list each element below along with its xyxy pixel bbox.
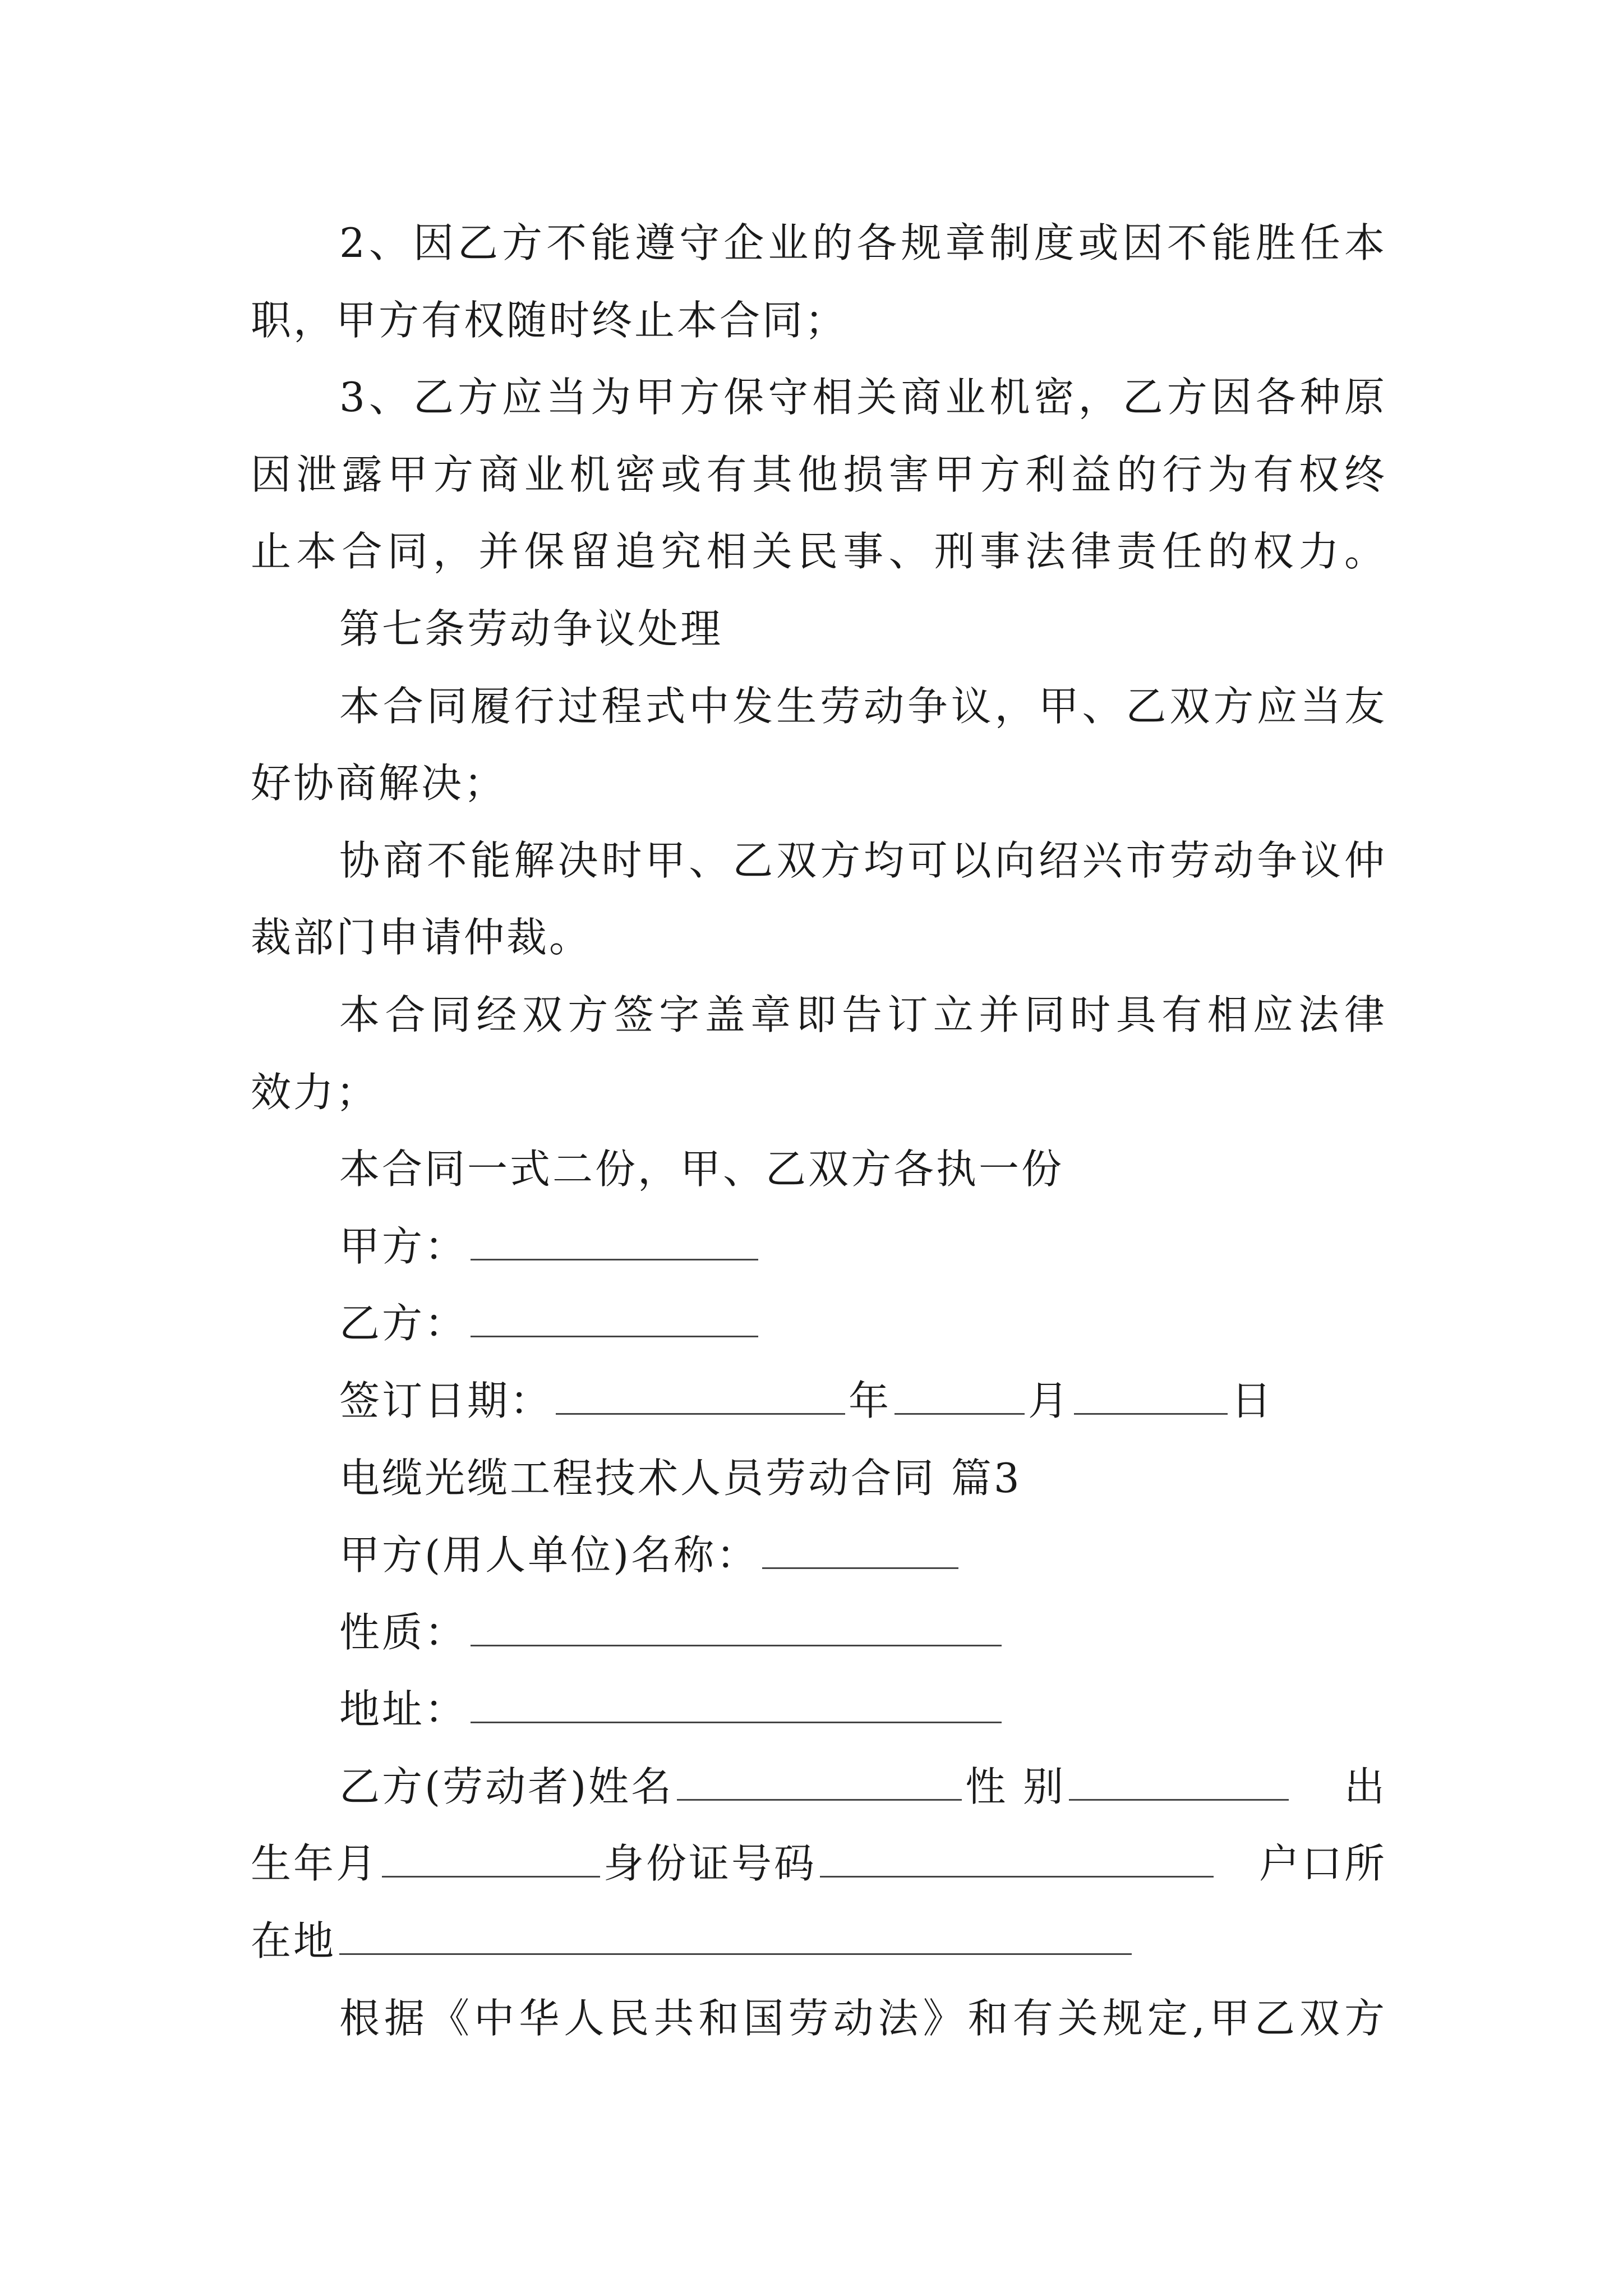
month-blank bbox=[895, 1383, 1025, 1415]
employee-name-blank bbox=[677, 1769, 962, 1801]
dispute-para-2-line-2: 裁部门申请仲裁。 bbox=[251, 914, 592, 961]
address-row bbox=[251, 1671, 1387, 1749]
party-b-signature-row bbox=[251, 1285, 1387, 1363]
address-blank bbox=[471, 1692, 1002, 1723]
employee-name-label: 乙方(劳动者)姓名 bbox=[339, 1763, 674, 1810]
employer-name-label: 甲方(用人单位)名称： bbox=[339, 1531, 759, 1579]
signing-date-label: 签订日期： bbox=[339, 1377, 553, 1424]
clause-3-line-3: 止本合同，并保留追究相关民事、刑事法律责任的权力。 bbox=[251, 528, 1387, 576]
id-number-blank bbox=[820, 1846, 1214, 1878]
copies-para: 本合同一式二份，甲、乙双方各执一份 bbox=[339, 1145, 1064, 1193]
party-b-label: 乙方： bbox=[339, 1300, 468, 1347]
employee-info-row-1 bbox=[251, 1749, 1387, 1826]
party-a-label: 甲方： bbox=[339, 1222, 468, 1270]
nature-row bbox=[251, 1594, 1387, 1672]
employee-info-row-3 bbox=[251, 1903, 1387, 1980]
dispute-para-2-line-1: 协商不能解决时甲、乙双方均可以向绍兴市劳动争议仲 bbox=[339, 836, 1387, 884]
contract-3-heading: 电缆光缆工程技术人员劳动合同 篇3 bbox=[339, 1454, 1022, 1502]
birth-label-part1: 出 bbox=[1344, 1763, 1387, 1810]
hukou-blank bbox=[339, 1924, 1132, 1955]
clause-2-line-2: 职，甲方有权随时终止本合同； bbox=[251, 296, 848, 344]
effect-para-line-1: 本合同经双方签字盖章即告订立并同时具有相应法律 bbox=[339, 991, 1387, 1038]
birth-blank bbox=[382, 1846, 600, 1878]
party-a-signature-row bbox=[251, 1208, 1387, 1286]
dispute-para-1-line-1: 本合同履行过程式中发生劳动争议，甲、乙双方应当友 bbox=[339, 682, 1387, 730]
gender-label: 性 别 bbox=[965, 1763, 1066, 1810]
hukou-label-part2: 在地 bbox=[251, 1917, 336, 1965]
party-b-blank bbox=[471, 1306, 758, 1337]
signing-date-row bbox=[251, 1363, 1387, 1440]
effect-para-line-2: 效力； bbox=[251, 1068, 379, 1116]
dispute-para-1-line-2: 好协商解决； bbox=[251, 760, 507, 807]
clause-2-line-1: 2、因乙方不能遵守企业的各规章制度或因不能胜任本 bbox=[339, 219, 1387, 266]
employer-name-blank bbox=[762, 1538, 958, 1569]
id-number-label: 身份证号码 bbox=[603, 1840, 817, 1888]
day-label: 日 bbox=[1231, 1377, 1274, 1424]
clause-3-line-1: 3、乙方应当为甲方保守相关商业机密，乙方因各种原 bbox=[339, 374, 1387, 421]
month-label: 月 bbox=[1028, 1377, 1071, 1424]
document-body bbox=[251, 205, 1387, 2057]
contract-3-preamble: 根据《中华人民共和国劳动法》和有关规定,甲乙双方 bbox=[339, 1994, 1387, 2042]
gender-blank bbox=[1069, 1769, 1289, 1801]
employee-info-row-2 bbox=[251, 1825, 1387, 1903]
birth-label-part2: 生年月 bbox=[251, 1840, 379, 1888]
day-blank bbox=[1074, 1383, 1228, 1415]
address-label: 地址： bbox=[339, 1686, 468, 1733]
nature-label: 性质： bbox=[339, 1608, 468, 1656]
hukou-label-part1: 户口所 bbox=[1258, 1840, 1387, 1888]
clause-3-line-2: 因泄露甲方商业机密或有其他损害甲方利益的行为有权终 bbox=[251, 450, 1387, 498]
article-7-heading: 第七条劳动争议处理 bbox=[339, 605, 723, 652]
year-blank bbox=[556, 1383, 845, 1415]
year-label: 年 bbox=[849, 1377, 892, 1424]
employer-name-row bbox=[251, 1517, 1387, 1594]
party-a-blank bbox=[471, 1229, 758, 1260]
nature-blank bbox=[471, 1615, 1002, 1646]
